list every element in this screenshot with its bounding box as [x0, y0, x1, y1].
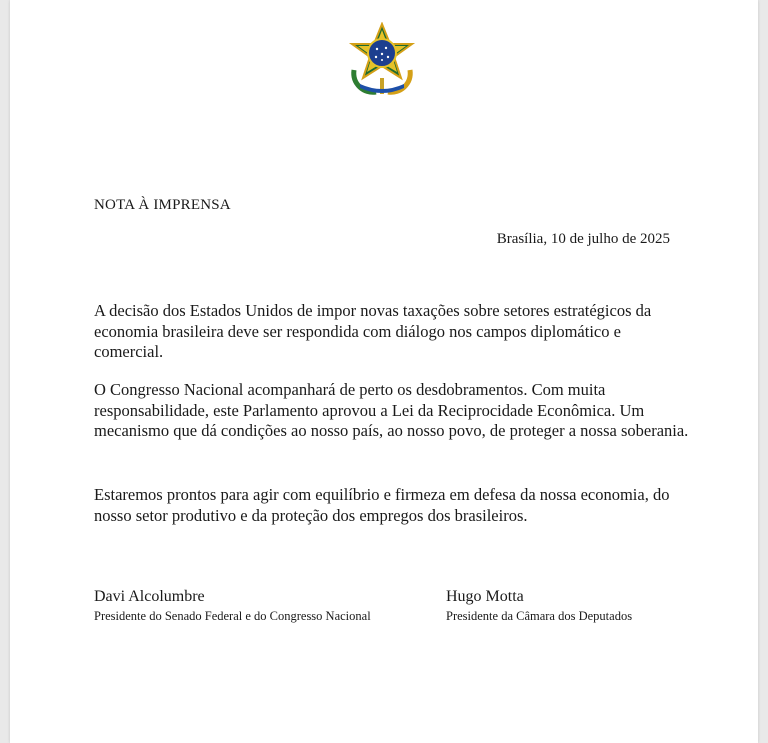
- brazil-coat-of-arms-icon: [346, 22, 418, 98]
- paragraph-3: Estaremos prontos para agir com equilíbrio e firmeza em defesa da nossa economia, do nosso setor produtivo e da proteção dos empregos dos brasileiros.: [94, 485, 670, 525]
- signature-block-chamber: [446, 587, 632, 625]
- signatory-title: Presidente da Câmara dos Deputados: [446, 609, 633, 623]
- paragraph-1: A decisão dos Estados Unidos de impor novas taxações sobre setores estratégicos da economia brasileira deve ser respondida com diálogo nos campos diplomático e comercial.: [94, 301, 652, 361]
- signatory-title: Presidente do Senado Federal e do Congresso Nacional: [94, 609, 371, 623]
- signatory-name: Hugo Motta: [446, 588, 524, 605]
- paragraph-2: O Congresso Nacional acompanhará de perto os desdobramentos. Com muita responsabilidade, este Parlamento aprovou a Lei da Reciprocidade Econômica. Um mecanismo que dá condições ao nosso país, ao nosso povo, de proteger a nossa soberania.: [94, 380, 689, 440]
- signatory-name: Davi Alcolumbre: [94, 588, 205, 605]
- document-page: [10, 0, 758, 743]
- signature-block-senate: [94, 587, 371, 625]
- note-date: Brasília, 10 de julho de 2025: [496, 231, 670, 247]
- note-heading: NOTA À IMPRENSA: [94, 197, 231, 213]
